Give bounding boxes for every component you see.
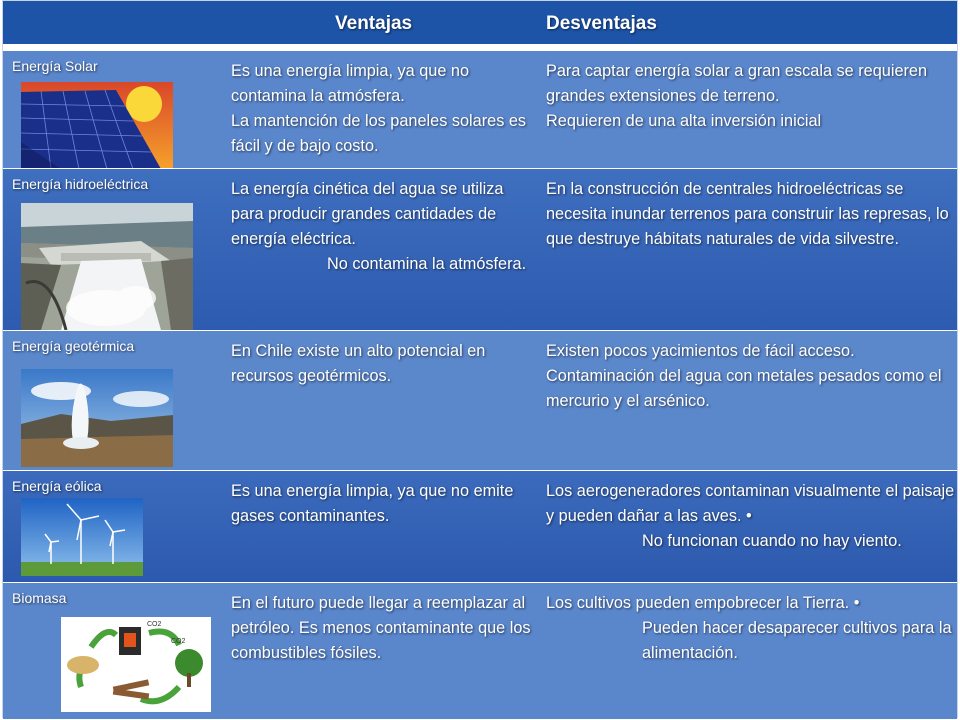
row-label-wind: Energía eólica bbox=[12, 478, 102, 494]
hydroelectric-disadvantages bbox=[546, 177, 956, 252]
wind-disadvantage-1: Los aerogeneradores contaminan visualmente el paisaje y pueden dañar a las aves. • bbox=[546, 482, 955, 525]
geothermal-disadvantage-2: Contaminación del agua con metales pesados como el mercurio y el arsénico. bbox=[546, 367, 942, 410]
hydroelectric-advantage-2: No contamina la atmósfera. bbox=[327, 255, 527, 273]
table-row-geothermal bbox=[3, 330, 957, 470]
hydroelectric-disadvantage-1: En la construcción de centrales hidroeléctricas se necesita inundar terrenos para construir las represas, lo que destruye hábitats naturales de vida silvestre. bbox=[546, 180, 949, 248]
wind-disadvantages bbox=[546, 479, 956, 554]
hydroelectric-advantages bbox=[231, 177, 531, 277]
biomass-disadvantage-1: Los cultivos pueden empobrecer la Tierra. • bbox=[546, 594, 860, 612]
table-row-solar bbox=[3, 50, 957, 168]
solar-advantage-2: La mantención de los paneles solares es fácil y de bajo costo. bbox=[231, 112, 527, 155]
header-disadvantages: Desventajas bbox=[546, 13, 657, 34]
table-row-hydroelectric bbox=[3, 168, 957, 330]
table-row-biomass bbox=[3, 582, 957, 719]
solar-disadvantage-2: Requieren de una alta inversión inicial bbox=[546, 112, 822, 130]
biomass-disadvantages bbox=[546, 591, 956, 666]
biomass-cycle-image bbox=[61, 617, 211, 712]
biomass-disadvantage-2: Pueden hacer desaparecer cultivos para la alimentación. bbox=[642, 619, 952, 662]
geothermal-disadvantages bbox=[546, 339, 956, 414]
co2-label-2: CO2 bbox=[171, 638, 186, 645]
wind-advantage-1: Es una energía limpia, ya que no emite gases contaminantes. bbox=[231, 482, 514, 525]
energy-comparison-table bbox=[2, 0, 958, 718]
row-label-biomass: Biomasa bbox=[12, 590, 67, 606]
solar-disadvantages bbox=[546, 59, 956, 134]
solar-panels-image bbox=[21, 82, 173, 169]
header-advantages: Ventajas bbox=[335, 13, 413, 34]
wind-advantages bbox=[231, 479, 531, 529]
geothermal-advantages bbox=[231, 339, 531, 389]
hydroelectric-dam-image bbox=[21, 203, 193, 330]
geothermal-advantage-1: En Chile existe un alto potencial en recursos geotérmicos. bbox=[231, 342, 486, 385]
row-label-solar: Energía Solar bbox=[12, 58, 98, 74]
geothermal-disadvantage-1: Existen pocos yacimientos de fácil acceso. bbox=[546, 342, 855, 360]
wind-disadvantage-2: No funcionan cuando no hay viento. bbox=[642, 532, 902, 550]
hydroelectric-advantage-1: La energía cinética del agua se utiliza para producir grandes cantidades de energía eléctrica. bbox=[231, 180, 504, 248]
row-label-hydroelectric: Energía hidroeléctrica bbox=[12, 176, 149, 192]
co2-label-1: CO2 bbox=[147, 621, 162, 628]
solar-advantage-1: Es una energía limpia, ya que no contamina la atmósfera. bbox=[231, 62, 470, 105]
wind-turbines-image bbox=[21, 498, 143, 576]
geyser-image bbox=[21, 369, 173, 467]
biomass-advantages bbox=[231, 591, 531, 666]
solar-advantages bbox=[231, 59, 531, 159]
solar-disadvantage-1: Para captar energía solar a gran escala se requieren grandes extensiones de terreno. bbox=[546, 62, 928, 105]
table-row-wind bbox=[3, 470, 957, 582]
biomass-advantage-1: En el futuro puede llegar a reemplazar al petróleo. Es menos contaminante que los combustibles fósiles. bbox=[231, 594, 531, 662]
row-label-geothermal: Energía geotérmica bbox=[12, 338, 135, 354]
table-header bbox=[3, 1, 957, 47]
